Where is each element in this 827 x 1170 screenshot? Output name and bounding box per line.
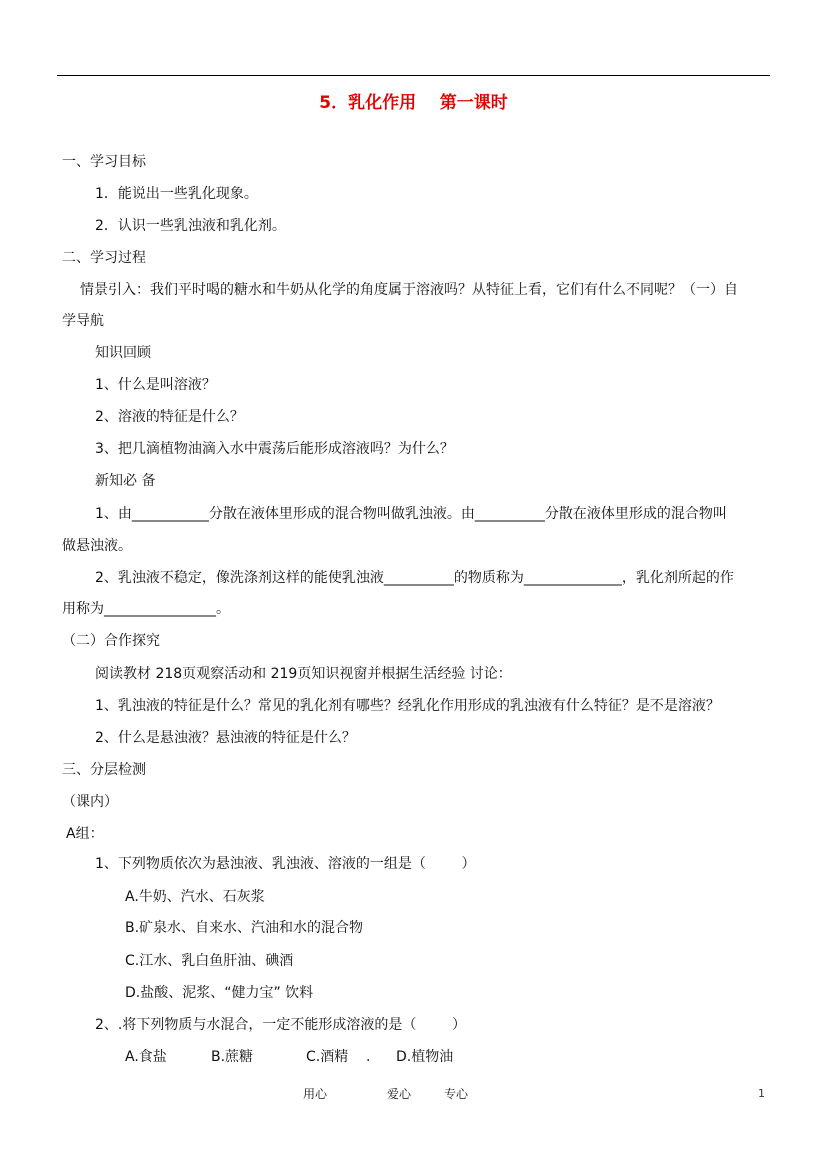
subheading: 新知必 备 — [95, 473, 156, 489]
question-item: 1、什么是叫溶液？ — [95, 377, 216, 393]
question-item: 3、把几滴植物油滴入水中震荡后能形成溶液吗？为什么？ — [95, 441, 454, 457]
paragraph-line: 学导航 — [62, 313, 104, 329]
section-heading: （二）合作探究 — [62, 633, 160, 649]
section-heading: 一、学习目标 — [62, 154, 146, 170]
option-separator: . — [366, 1049, 371, 1065]
section-heading: 三、分层检测 — [62, 762, 146, 778]
paragraph-line: 阅读教材 218页观察活动和 219页知识视窗并根据生活经验 讨论： — [95, 666, 512, 682]
fill-blank-line: 1、由___________分散在液体里形成的混合物叫做乳浊液。由__________分散在液体里形成的混合物叫 — [95, 506, 727, 522]
question-item: 1、乳浊液的特征是什么？常见的乳化剂有哪些？经乳化作用形成的乳浊液有什么特征？是不是溶液？ — [95, 698, 720, 714]
section-heading: 二、学习过程 — [62, 250, 146, 266]
page-title: 5．乳化作用 第一课时 — [319, 93, 508, 113]
footer-motto: 专心 — [444, 1087, 469, 1101]
question-item: 1、下列物质依次为悬浊液、乳浊液、溶液的一组是（ ） — [95, 856, 476, 872]
answer-option: C.江水、乳白鱼肝油、碘酒 — [125, 953, 294, 969]
group-label: A组： — [66, 826, 104, 842]
fill-blank-line: 2、乳浊液不稳定，像洗涤剂这样的能使乳浊液__________的物质称为______________，乳化剂所起的作 — [95, 570, 734, 586]
answer-option: B.矿泉水、自来水、汽油和水的混合物 — [125, 920, 364, 936]
answer-option: A.牛奶、汽水、石灰浆 — [125, 889, 265, 905]
fill-blank-line: 用称为________________。 — [62, 601, 230, 617]
footer-motto: 爱心 — [387, 1087, 412, 1101]
answer-option: A.食盐 — [125, 1049, 167, 1065]
subheading: 知识回顾 — [95, 345, 151, 361]
question-item: 2、.将下列物质与水混合，一定不能形成溶液的是（ ） — [95, 1017, 466, 1033]
header-rule — [57, 75, 770, 76]
answer-option: B.蔗糖 — [211, 1049, 254, 1065]
objective-item: 2．认识一些乳浊液和乳化剂。 — [95, 218, 286, 234]
footer-motto: 用心 — [303, 1087, 328, 1101]
objective-item: 1．能说出一些乳化现象。 — [95, 186, 258, 202]
subheading: （课内） — [62, 794, 118, 810]
question-item: 2、什么是悬浊液？悬浊液的特征是什么？ — [95, 730, 356, 746]
answer-option: D.植物油 — [396, 1049, 454, 1065]
fill-blank-line: 做悬浊液。 — [62, 538, 132, 554]
page-number: 1 — [758, 1087, 765, 1100]
answer-option: C.酒精 — [306, 1049, 349, 1065]
question-item: 2、溶液的特征是什么？ — [95, 409, 244, 425]
answer-option: D.盐酸、泥浆、“健力宝” 饮料 — [125, 985, 314, 1001]
paragraph-line: 情景引入：我们平时喝的糖水和牛奶从化学的角度属于溶液吗？从特征上看，它们有什么不同呢？（一）自 — [80, 282, 738, 298]
